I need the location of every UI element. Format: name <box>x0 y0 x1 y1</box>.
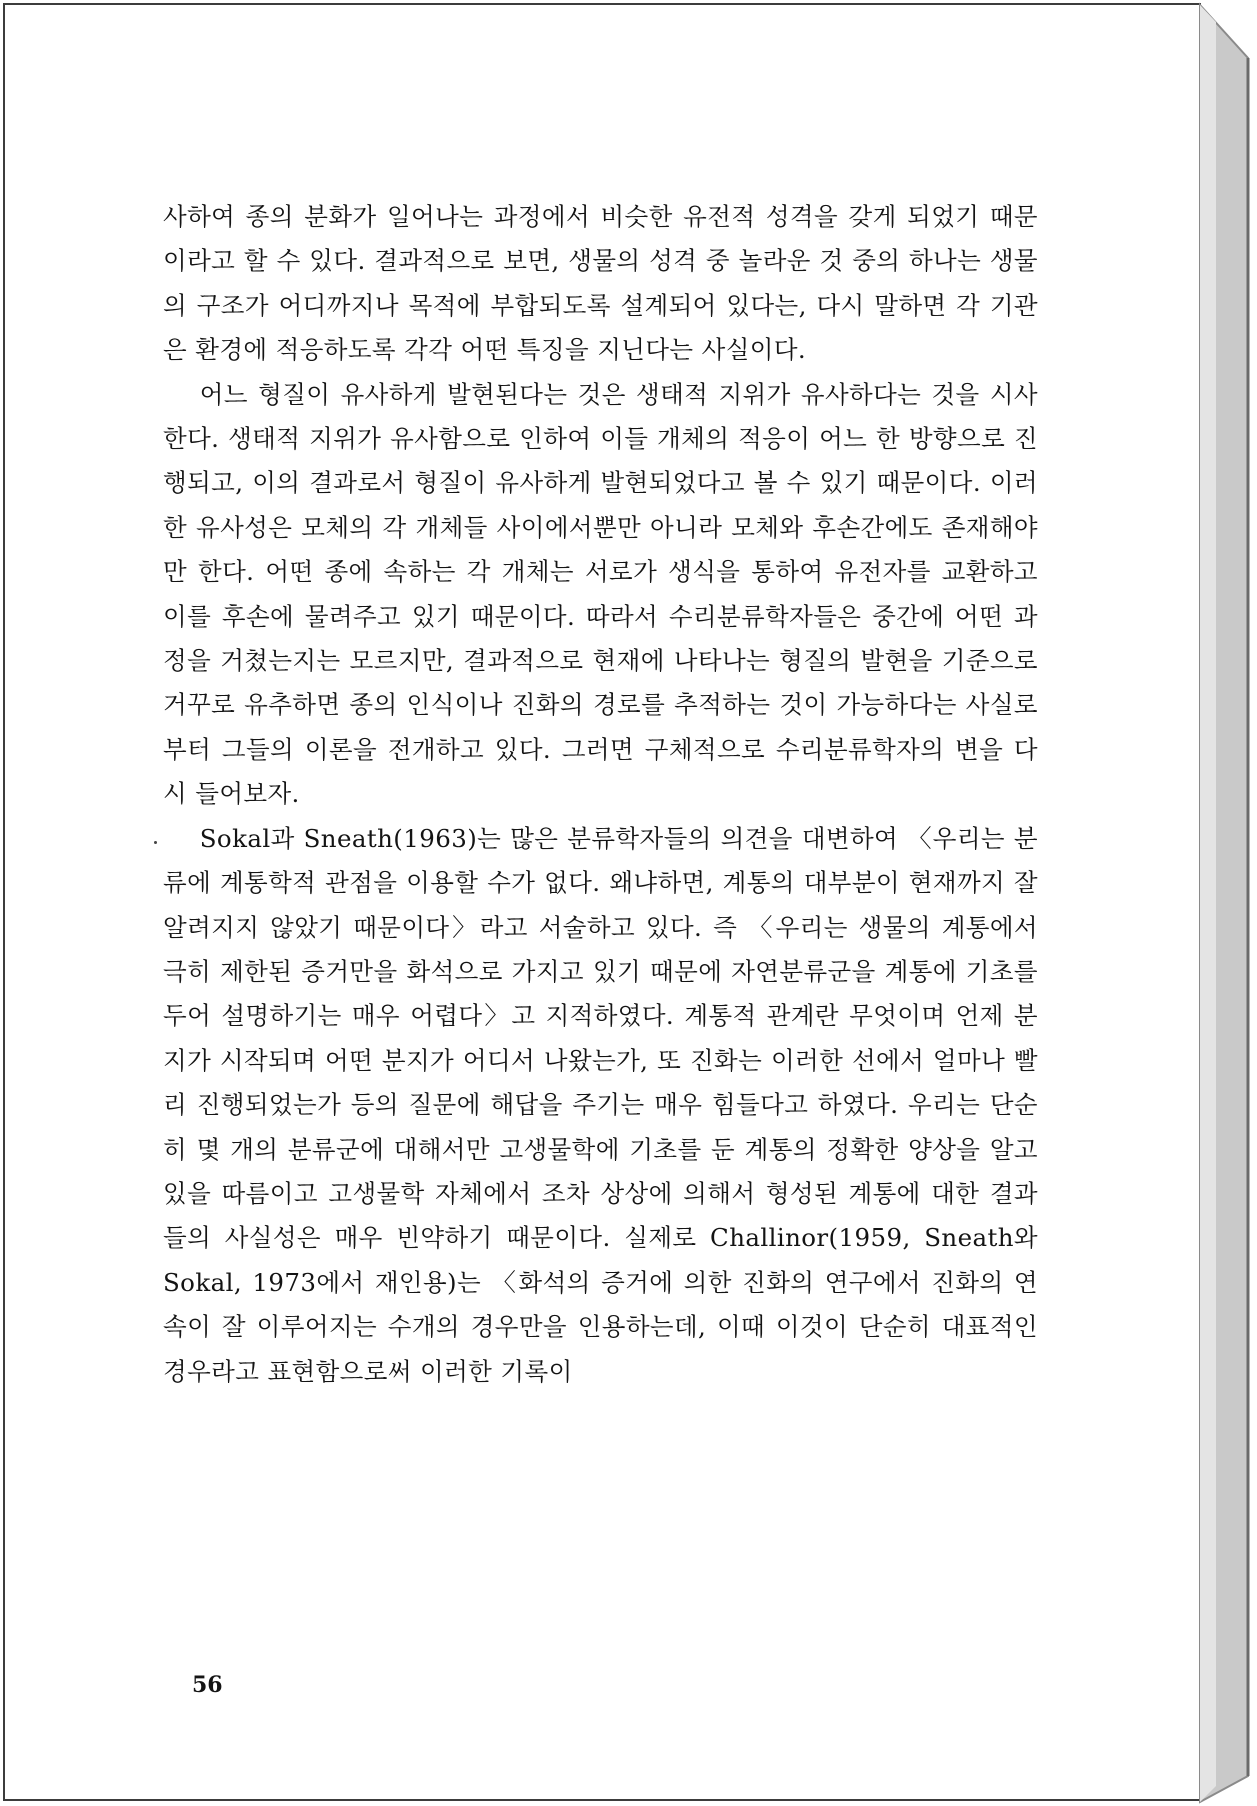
paragraph: 사하여 종의 분화가 일어나는 과정에서 비슷한 유전적 성격을 갖게 되었기 때문이라고 할 수 있다. 결과적으로 보면, 생물의 성격 중 놀라운 것 중의 하나는 생물의 구조가 어디까지나 목적에 부합되도록 설계되어 있다는, 다시 말하면 각 기관은 환경에 적응하도록 각각 어떤 특징을 지닌다는 사실이다. <box>163 202 1038 365</box>
paragraph: Sokal과 Sneath(1963)는 많은 분류학자들의 의견을 대변하여 〈우리는 분류에 계통학적 관점을 이용할 수가 없다. 왜냐하면, 계통의 대부분이 현재까지 잘 알려지지 않았기 때문이다〉라고 서술하고 있다. 즉 〈우리는 생물의 계통에서 극히 제한된 증거만을 화석으로 가지고 있기 때문에 자연분류군을 계통에 기초를 두어 설명하기는 매우 어렵다〉고 지적하였다. 계통적 관계란 무엇이며 언제 분지가 시작되며 어떤 분지가 어디서 나왔는가, 또 진화는 이러한 선에서 얼마나 빨리 진행되었는가 등의 질문에 해답을 주기는 매우 힘들다고 하였다. 우리는 단순히 몇 개의 분류군에 대해서만 고생물학에 기초를 둔 계통의 정확한 양상을 알고 있을 따름이고 고생물학 자체에서 조차 상상에 의해서 형성된 계통에 대한 결과들의 사실성은 매우 빈약하기 때문이다. 실제로 Challinor(1959, Sneath와 Sokal, 1973에서 재인용)는 〈화석의 증거에 의한 진화의 연구에서 진화의 연속이 잘 이루어지는 수개의 경우만을 인용하는데, 이때 이것이 단순히 대표적인 경우라고 표현함으로써 이러한 기록이 <box>163 823 1038 1386</box>
paragraph: 어느 형질이 유사하게 발현된다는 것은 생태적 지위가 유사하다는 것을 시사한다. 생태적 지위가 유사함으로 인하여 이들 개체의 적응이 어느 한 방향으로 진행되고, 이의 결과로서 형질이 유사하게 발현되었다고 볼 수 있기 때문이다. 이러한 유사성은 모체의 각 개체들 사이에서뿐만 아니라 모체와 후손간에도 존재해야만 한다. 어떤 종에 속하는 각 개체는 서로가 생식을 통하여 유전자를 교환하고 이를 후손에 물려주고 있기 때문이다. 따라서 수리분류학자들은 중간에 어떤 과정을 거쳤는지는 모르지만, 결과적으로 현재에 나타나는 형질의 발현을 기준으로 거꾸로 유추하면 종의 인식이나 진화의 경로를 추적하는 것이 가능하다는 사실로부터 그들의 이론을 전개하고 있다. 그러면 구체적으로 수리분류학자의 변을 다시 들어보자. <box>163 379 1038 809</box>
page-number: 56 <box>192 1672 223 1698</box>
body-text <box>163 195 1038 1394</box>
scan-speck <box>154 841 157 844</box>
